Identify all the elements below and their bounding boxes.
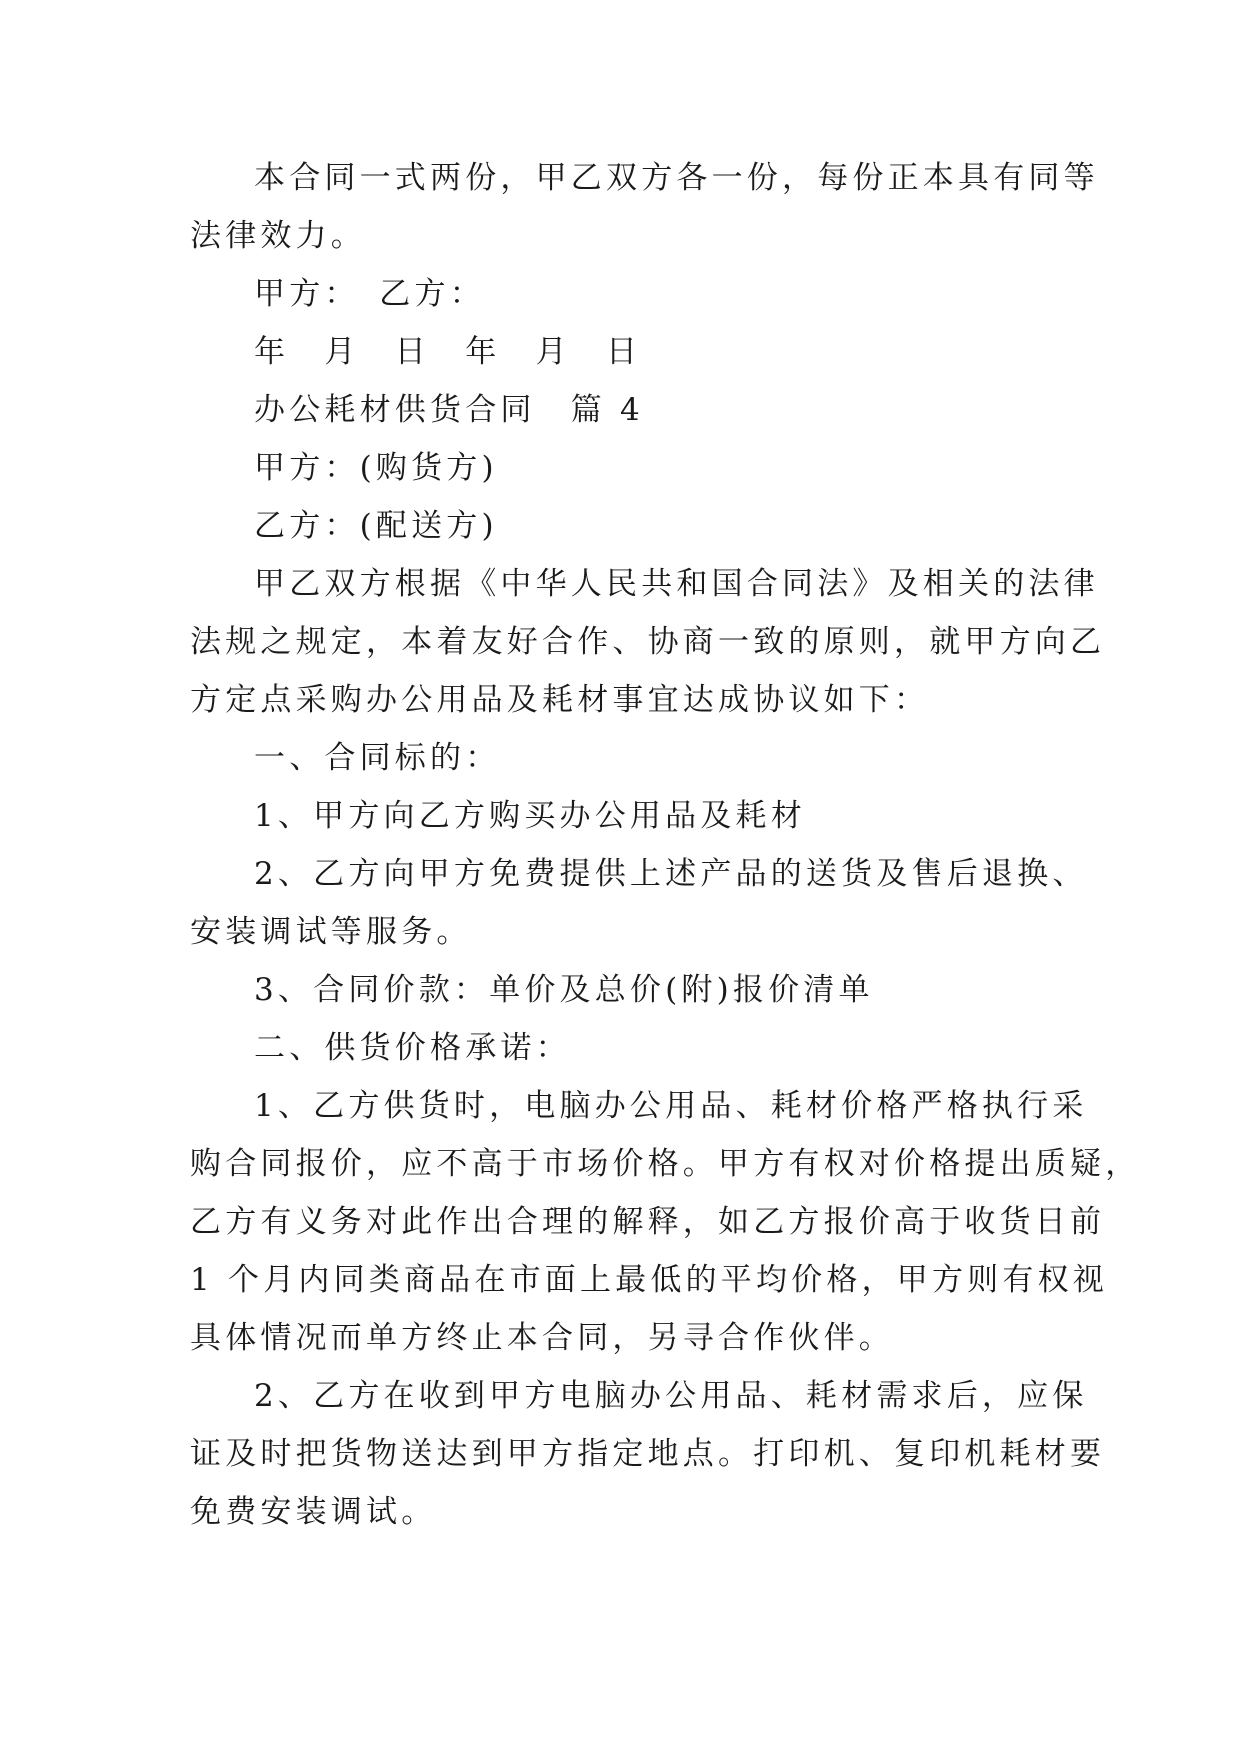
item-2-2-line-1: 2、乙方在收到甲方电脑办公用品、耗材需求后，应保: [254, 1378, 1088, 1414]
item-1-1: 1、甲方向乙方购买办公用品及耗材: [254, 798, 806, 834]
item-2-1-line-5: 具体情况而单方终止本合同，另寻合作伙伴。: [190, 1320, 894, 1356]
party-b-line: 乙方：(配送方): [254, 508, 498, 544]
item-1-2-line-1: 2、乙方向甲方免费提供上述产品的送货及售后退换、: [254, 856, 1088, 892]
preamble-line-1: 甲乙双方根据《中华人民共和国合同法》及相关的法律: [254, 566, 1099, 602]
signature-dates: 年 月 日 年 月 日: [254, 334, 642, 370]
item-2-1-line-2: 购合同报价，应不高于市场价格。甲方有权对价格提出质疑，: [190, 1146, 1141, 1182]
heading-2: 二、供货价格承诺：: [254, 1030, 571, 1066]
section-title: 办公耗材供货合同 篇 4: [254, 392, 644, 428]
item-2-1-line-3: 乙方有义务对此作出合理的解释，如乙方报价高于收货日前: [190, 1204, 1106, 1240]
item-2-1-line-1: 1、乙方供货时，电脑办公用品、耗材价格严格执行采: [254, 1088, 1088, 1124]
item-1-2-line-2: 安装调试等服务。: [190, 914, 472, 950]
paragraph-copies-line-1: 本合同一式两份，甲乙双方各一份，每份正本具有同等: [254, 160, 1099, 196]
item-1-3: 3、合同价款：单价及总价(附)报价清单: [254, 972, 874, 1008]
preamble-line-3: 方定点采购办公用品及耗材事宜达成协议如下：: [190, 682, 930, 718]
item-2-1-line-4: 1 个月内同类商品在市面上最低的平均价格，甲方则有权视: [190, 1262, 1108, 1298]
preamble-line-2: 法规之规定，本着友好合作、协商一致的原则，就甲方向乙: [190, 624, 1106, 660]
party-a-line: 甲方：(购货方): [254, 450, 498, 486]
item-2-2-line-3: 免费安装调试。: [190, 1494, 437, 1530]
signature-parties: 甲方： 乙方：: [254, 276, 485, 312]
item-2-2-line-2: 证及时把货物送达到甲方指定地点。打印机、复印机耗材要: [190, 1436, 1106, 1472]
paragraph-copies-line-2: 法律效力。: [190, 218, 366, 254]
heading-1: 一、合同标的：: [254, 740, 501, 776]
